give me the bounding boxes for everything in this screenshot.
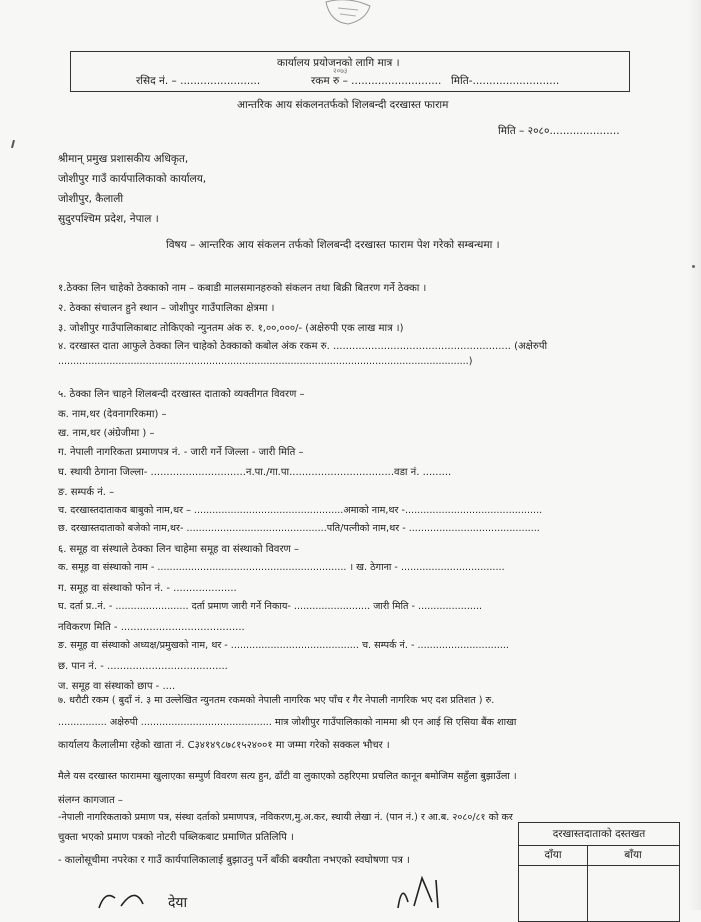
form-line: घ. दर्ता प्र..नं. - ........................ दर्ता प्रमाण जारी गर्ने निकाय- ......................... जारी मिति - .....................	[58, 601, 483, 612]
office-date-field: मिति-..........................	[451, 75, 560, 87]
form-line: ........................................................................................................................................)	[58, 356, 473, 367]
signature-table-header: दरखास्तदाताको दस्तखत	[519, 823, 679, 846]
receipt-number-field: रसिद नं. – ........................	[136, 75, 261, 87]
office-use-title: कार्यालय प्रयोजनको लागि मात्र ।	[277, 57, 400, 69]
form-line: ६. समूह वा संस्थाले ठेक्का लिन चाहेमा समूह वा संस्थाको विवरण –	[58, 544, 299, 555]
right-thumb-label: दाँया	[544, 849, 562, 861]
address-line: सुदुरपश्चिम प्रदेश, नेपाल ।	[58, 213, 159, 225]
form-line: नविकरण मिति - .......................................	[58, 622, 245, 633]
office-use-box	[70, 51, 630, 92]
address-line: जोशीपुर गाउँ कार्यपालिकाको कार्यालय,	[58, 173, 207, 185]
form-line: ङ. सम्पर्क नं. –	[58, 487, 115, 498]
attachment-item: -नेपाली नागरिकताको प्रमाण पत्र, संस्था दर्ताको प्रमाणपत्र, नविकरण,मु.अ.कर, स्थायी लेखा नं. (पान नं.) र आ.ब. २०८०/८१ को कर	[58, 812, 513, 823]
signature-table	[518, 822, 680, 922]
form-line: ७. धरौटी रकम ( बुदाँ नं. ३ मा उल्लेखित न्युनतम रकमको नेपाली नागरिक भए पाँच र गैर नेपाली नागरिक भए दश प्रतिशत ) रु.	[58, 695, 495, 706]
stamp-mark	[318, 0, 378, 26]
form-line: घ. स्थायी ठेगाना जिल्ला- ..............................न.पा./गा.पा.................................वडा नं. .........	[58, 467, 452, 478]
form-line: ५. ठेक्का लिन चाहने शिलबन्दी दरखास्त दाताको व्यक्तीगत विवरण –	[58, 389, 305, 400]
address-line: जोशीपुर, कैलाली	[58, 193, 124, 205]
page-edge-shadow	[688, 0, 701, 910]
form-line: कार्यालय कैलालीमा रहेको खाता नं. C३४१४९८७८१५२४००१ मा जम्मा गरेको सक्कल भौचर ।	[58, 740, 390, 751]
form-line: ग. समूह वा संस्थाको फोन नं. - ....................	[58, 583, 237, 594]
attachments-heading: संलग्न कागजात –	[58, 795, 123, 806]
form-line: २. ठेक्का संचालन हुने स्थान – जोशीपुर गाउँपालिका क्षेत्रमा ।	[58, 303, 275, 314]
left-thumb-label: बाँया	[624, 849, 642, 861]
form-line: ज. समूह वा संस्थाको छाप - ....	[58, 681, 176, 692]
margin-tick	[11, 140, 15, 148]
form-line: ख. नाम,थर (अंग्रेजीमा ) –	[58, 428, 155, 439]
amount-field: रकम रु – ...........................	[311, 75, 442, 87]
handwritten-signature	[392, 872, 452, 913]
margin-dot	[692, 265, 695, 268]
form-line: छ. दरखास्तदाताको बजेको नाम,थर- ..............................................पति/पत्नीको नाम,थर - ...........................................	[58, 523, 540, 534]
form-line: ङ. समूह वा संस्थाको अध्यक्ष/प्रमुखको नाम, थर - .......................................... च. सम्पर्क नं. - ..............................	[58, 640, 509, 651]
subject-line: विषय – आन्तरिक आय संकलन तर्फको शिलबन्दी दरखास्त फाराम पेश गरेको सम्बन्धमा ।	[166, 239, 500, 251]
form-title: आन्तरिक आय संकलनतर्फको शिलबन्दी दरखास्त फाराम	[237, 99, 449, 111]
declaration-line: मैले यस दरखास्त फाराममा खुलाएका सम्पुर्ण विवरण सत्य हुन, ढाँटी वा लुकाएको ठहरिएमा प्रचलित कानून बमोजिम सहुँला बुझाउँला ।	[58, 771, 517, 782]
form-line: छ. पान नं. - ......................................	[58, 661, 228, 672]
date-line: मिति – २०८०.....................	[498, 125, 620, 137]
form-line: ४. दरखास्त दाता आफुले ठेक्का लिन चाहेको ठेक्काको कबोल अंक रकम रु. ........................................................ (अक्षेरुपी	[58, 341, 548, 352]
attachment-item: चुक्ता भएको प्रमाण पत्रको नोटरी पब्लिकबाट प्रमाणित प्रतिलिपि ।	[58, 832, 294, 843]
form-line: ................ अक्षेरुपी ........................................... मात्र जोशीपुर गाउँपालिकाको नाममा श्री एन आई सि एसिया बैंक शाखा	[58, 717, 517, 728]
handwritten-text: देया	[168, 895, 188, 911]
office-stamp-number: २०७३	[333, 67, 348, 75]
attachment-item: - कालोसूचीमा नपरेका र गाउँ कार्यपालिकालाई बुझाउनु पर्ने बाँकी बक्यौता नभएको स्वघोषणा पत्र ।	[58, 855, 410, 866]
address-line: श्रीमान् प्रमुख प्रशासकीय अधिकृत,	[58, 153, 189, 165]
form-line: क. नाम,थर (देवनागरिकमा) –	[58, 409, 167, 420]
form-line: १.ठेक्का लिन चाहेको ठेक्काको नाम – कबाडी मालसमानहरुको संकलन तथा बिक्री बितरण गर्ने ठेक्का ।	[58, 283, 427, 294]
form-line: ग. नेपाली नागरिकता प्रमाणपत्र नं. - जारी गर्ने जिल्ला - जारी मिति –	[58, 447, 304, 458]
form-line: ३. जोशीपुर गाउँपालिकाबाट तोकिएको न्युनतम अंक रु. १,००,०००/- (अक्षेरुपी एक लाख मात्र ।)	[58, 323, 404, 334]
form-line: च. दरखास्तदाताकव बाबुको नाम,थर – .................................................अमाको नाम,थर -.............................................	[58, 505, 543, 516]
form-line: क. समूह वा संस्थाको नाम - .............................................................. । ख. ठेगाना - ..................................	[58, 562, 505, 573]
